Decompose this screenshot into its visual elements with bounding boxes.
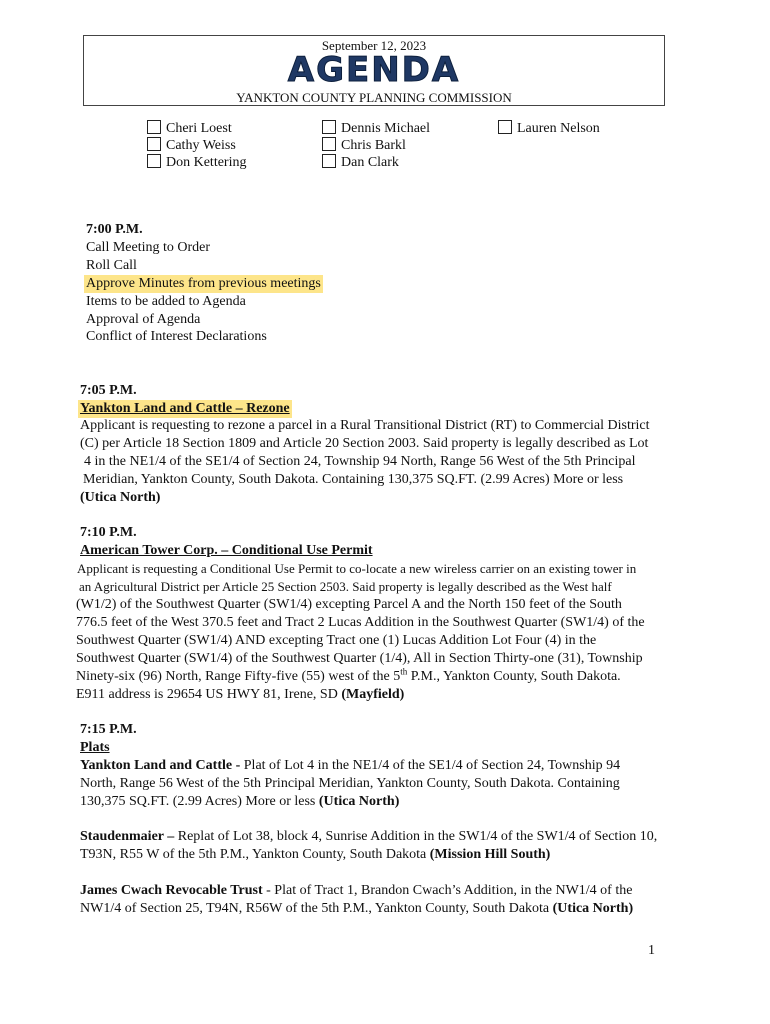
text-line: Ninety-six (96) North, Range Fifty-five (55) west of the 5th P.M., Yankton County, South Dakota. bbox=[76, 666, 621, 684]
checkbox[interactable] bbox=[147, 154, 161, 168]
plat-line: NW1/4 of Section 25, T94N, R56W of the 5th P.M., Yankton County, South Dakota (Utica North) bbox=[80, 901, 634, 916]
plat-name: Staudenmaier – bbox=[80, 829, 175, 844]
checkbox[interactable] bbox=[322, 120, 336, 134]
plat-name: James Cwach Revocable Trust bbox=[80, 883, 263, 898]
checkbox[interactable] bbox=[322, 137, 336, 151]
meeting-date: September 12, 2023 bbox=[321, 38, 427, 53]
member-row: Lauren Nelson bbox=[498, 120, 600, 137]
text-line: 776.5 feet of the West 370.5 feet and Tract 2 Lucas Addition in the Southwest Quarter (SW1/4) of the bbox=[76, 615, 645, 630]
plat-line: North, Range 56 West of the 5th Principal Meridian, Yankton County, South Dakota. Containing bbox=[80, 776, 620, 791]
plat-line: Staudenmaier – Replat of Lot 38, block 4, Sunrise Addition in the SW1/4 of the SW1/4 of Section 10, bbox=[80, 829, 658, 844]
location-label: (Utica North) bbox=[552, 901, 634, 916]
agenda-item-highlighted: Approve Minutes from previous meetings bbox=[86, 276, 321, 291]
location-label: (Mayfield) bbox=[341, 687, 405, 702]
text-line: Southwest Quarter (SW1/4) of the Southwest Quarter (1/4), All in Section Thirty-one (31), Township bbox=[76, 651, 643, 666]
agenda-item: Call Meeting to Order bbox=[86, 240, 211, 255]
section-time: 7:10 P.M. bbox=[80, 525, 137, 540]
text-line: Applicant is requesting to rezone a parcel in a Rural Transitional District (RT) to Commercial District bbox=[80, 418, 650, 433]
section-heading: Yankton Land and Cattle – Rezone bbox=[80, 401, 290, 416]
location-label: (Mission Hill South) bbox=[429, 847, 551, 862]
member-row: Dan Clark bbox=[322, 154, 430, 171]
checkbox[interactable] bbox=[498, 120, 512, 134]
plat-name: Yankton Land and Cattle - bbox=[80, 758, 241, 773]
plat-line: T93N, R55 W of the 5th P.M., Yankton County, South Dakota (Mission Hill South) bbox=[80, 847, 551, 862]
members-column-3 bbox=[498, 120, 600, 137]
section-time: 7:15 P.M. bbox=[80, 722, 137, 737]
members-column-2 bbox=[322, 120, 430, 171]
section-heading: American Tower Corp. – Conditional Use Permit bbox=[80, 543, 373, 558]
member-row: Don Kettering bbox=[147, 154, 246, 171]
section-time: 7:00 P.M. bbox=[86, 222, 143, 237]
location-label: (Utica North) bbox=[80, 490, 161, 505]
agenda-item: Items to be added to Agenda bbox=[86, 294, 246, 309]
member-row: Chris Barkl bbox=[322, 137, 430, 154]
section-time: 7:05 P.M. bbox=[80, 383, 137, 398]
checkbox[interactable] bbox=[147, 120, 161, 134]
text-line: an Agricultural District per Article 25 Section 2503. Said property is legally described as the West half bbox=[79, 579, 612, 594]
agenda-item: Approval of Agenda bbox=[86, 312, 201, 327]
plat-line: James Cwach Revocable Trust - Plat of Tract 1, Brandon Cwach’s Addition, in the NW1/4 of the bbox=[80, 883, 633, 898]
text-line: Southwest Quarter (SW1/4) AND excepting Tract one (1) Lucas Addition Lot Four (4) in the bbox=[76, 633, 597, 648]
commission-name: YANKTON COUNTY PLANNING COMMISSION bbox=[236, 90, 512, 105]
checkbox[interactable] bbox=[147, 137, 161, 151]
agenda-item: Roll Call bbox=[86, 258, 137, 273]
text-line: (W1/2) of the Southwest Quarter (SW1/4) excepting Parcel A and the North 150 feet of the South bbox=[76, 597, 622, 612]
plat-line: 130,375 SQ.FT. (2.99 Acres) More or less (Utica North) bbox=[80, 794, 400, 809]
members-column-1 bbox=[147, 120, 246, 171]
text-line: (C) per Article 18 Section 1809 and Article 20 Section 2003. Said property is legally described as Lot bbox=[80, 436, 649, 451]
checkbox[interactable] bbox=[322, 154, 336, 168]
text-line: 4 in the NE1/4 of the SE1/4 of Section 24, Township 94 North, Range 56 West of the 5th Principal bbox=[84, 454, 636, 469]
agenda-title: AGENDA bbox=[287, 50, 461, 90]
section-heading: Plats bbox=[80, 740, 110, 755]
member-row: Cheri Loest bbox=[147, 120, 246, 137]
member-row: Cathy Weiss bbox=[147, 137, 246, 154]
page-number: 1 bbox=[648, 943, 655, 958]
text-line: Applicant is requesting a Conditional Use Permit to co-locate a new wireless carrier on an existing tower in bbox=[77, 561, 637, 576]
plat-line: Yankton Land and Cattle - Plat of Lot 4 in the NE1/4 of the SE1/4 of Section 24, Township 94 bbox=[80, 758, 621, 773]
member-row: Dennis Michael bbox=[322, 120, 430, 137]
agenda-header bbox=[83, 35, 665, 106]
location-label: (Utica North) bbox=[318, 794, 400, 809]
text-line: Meridian, Yankton County, South Dakota. Containing 130,375 SQ.FT. (2.99 Acres) More or less bbox=[83, 472, 624, 487]
agenda-item: Conflict of Interest Declarations bbox=[86, 329, 267, 344]
text-line: E911 address is 29654 US HWY 81, Irene, SD (Mayfield) bbox=[76, 687, 405, 702]
